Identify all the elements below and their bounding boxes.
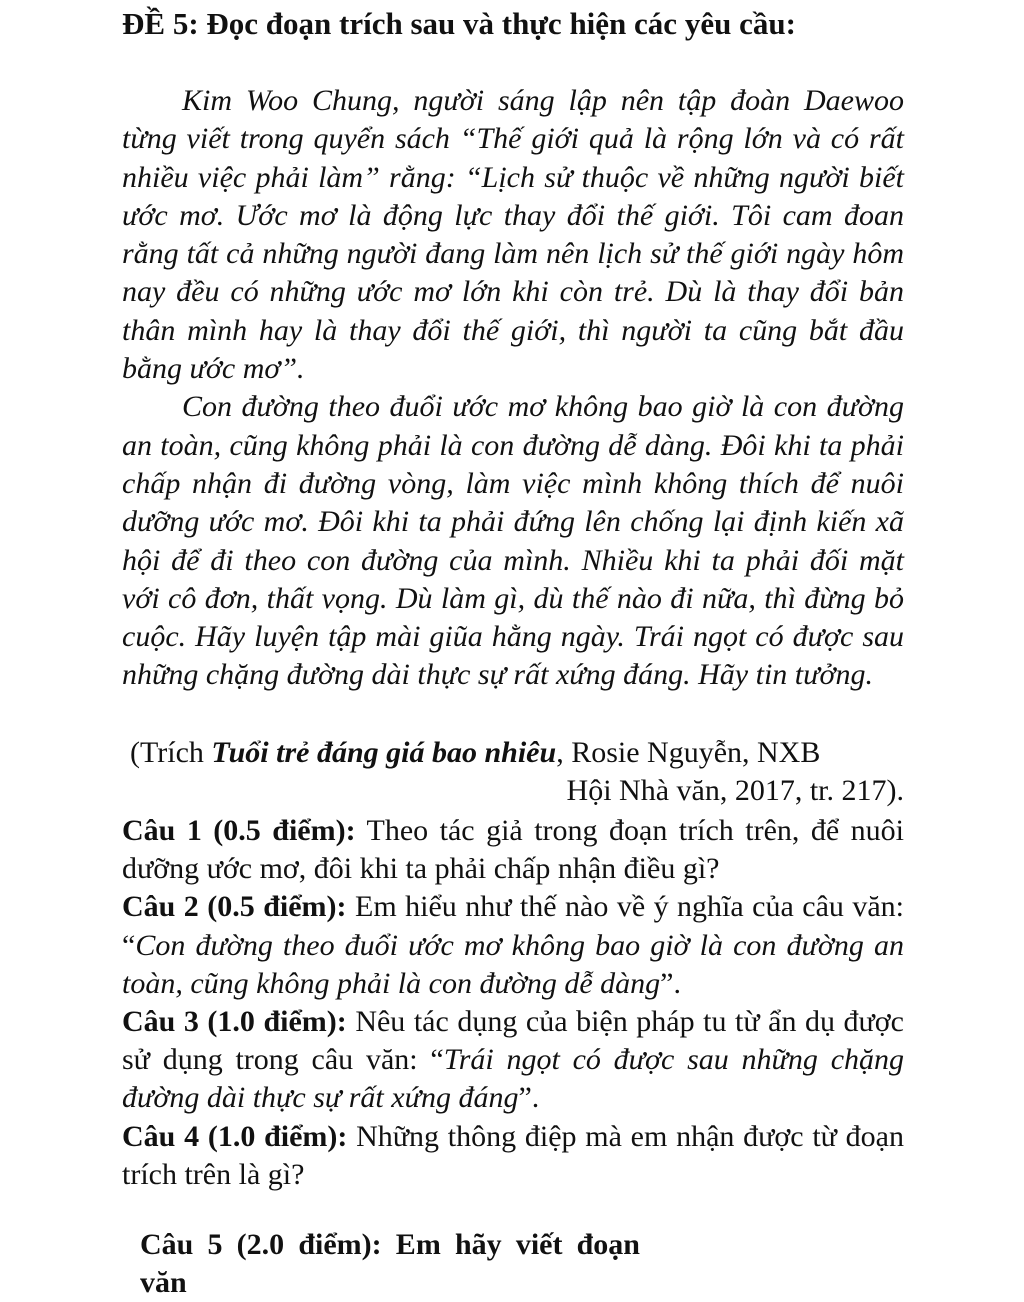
- question-4-text: Những thông điệp mà em nhận được từ đoạn trích trên là gì?: [122, 1119, 904, 1191]
- question-1-text: Theo tác giả trong đoạn trích trên, để nuôi dưỡng ước mơ, đôi khi ta phải chấp nhận điều gì?: [122, 814, 904, 886]
- passage-paragraph-2: Con đường theo đuổi ước mơ không bao giờ là con đường an toàn, cũng không phải là con đường dễ dàng. Đôi khi ta phải chấp nhận đi đường vòng, làm việc mình không thích để nuôi dưỡng ước mơ. Đôi khi ta phải đứng lên chống lại định kiến xã hội để đi theo con đường của mình. Nhiều khi ta phải đối mặt với cô đơn, thất vọng. Dù làm gì, dù thế nào đi nữa, thì đừng bỏ cuộc. Hãy luyện tập mài giũa hằng ngày. Trái ngọt có được sau những chặng đường dài thực sự rất xứng đáng. Hãy tin tưởng.: [122, 390, 904, 692]
- passage-paragraph-1: Kim Woo Chung, người sáng lập nên tập đoàn Daewoo từng viết trong quyển sách “Thế giới quả là rộng lớn và có rất nhiều việc phải làm” rằng: “Lịch sử thuộc về những người biết ước mơ. Ước mơ là động lực thay đổi thế giới. Tôi cam đoan rằng tất cả những người đang làm nên lịch sử thế giới ngày hôm nay đều có những ước mơ lớn khi còn trẻ. Dù là thay đổi bản thân mình hay là thay đổi thế giới, thì người ta cũng bắt đầu bằng ước mơ”.: [122, 84, 904, 386]
- question-1: [122, 812, 904, 888]
- source-book-title: Tuổi trẻ đáng giá bao nhiêu: [211, 736, 557, 769]
- question-3-label: Câu 3 (1.0 điểm):: [122, 1005, 347, 1039]
- source-author-publisher: , Rosie Nguyễn, NXB: [556, 736, 821, 769]
- question-4-label: Câu 4 (1.0 điểm):: [122, 1119, 348, 1153]
- question-2-label: Câu 2 (0.5 điểm):: [122, 890, 347, 924]
- question-2-quote: Con đường theo đuổi ước mơ không bao giờ là con đường an toàn, cũng không phải là con đường dễ dàng: [122, 928, 904, 1000]
- question-2: [122, 888, 904, 1003]
- question-2-end: ”.: [660, 966, 681, 1000]
- question-1-label: Câu 1 (0.5 điểm):: [122, 814, 356, 847]
- question-list: [122, 812, 904, 1194]
- question-3-text: Nêu tác dụng của biện pháp tu từ ẩn dụ được sử dụng trong câu văn: “: [122, 1005, 904, 1077]
- question-3: [122, 1003, 904, 1118]
- source-line-2: Hội Nhà văn, 2017, tr. 217).: [566, 774, 904, 807]
- cut-off-next-line: [140, 1226, 640, 1300]
- cut-off-text: Câu 5 (2.0 điểm): Em hãy viết đoạn văn: [140, 1228, 640, 1300]
- question-3-quote: Trái ngọt có được sau những chặng đường dài thực sự rất xứng đáng: [122, 1043, 905, 1115]
- source-prefix: (Trích: [130, 736, 212, 769]
- source-citation: [122, 734, 904, 810]
- question-4: [122, 1118, 904, 1194]
- question-3-end: ”.: [518, 1081, 540, 1115]
- source-line-1: [122, 734, 904, 772]
- question-2-text: Em hiểu như thế nào về ý nghĩa của câu văn: “: [122, 890, 904, 962]
- exam-title: ĐỀ 5: Đọc đoạn trích sau và thực hiện các yêu cầu:: [122, 6, 796, 41]
- reading-passage: [122, 82, 904, 695]
